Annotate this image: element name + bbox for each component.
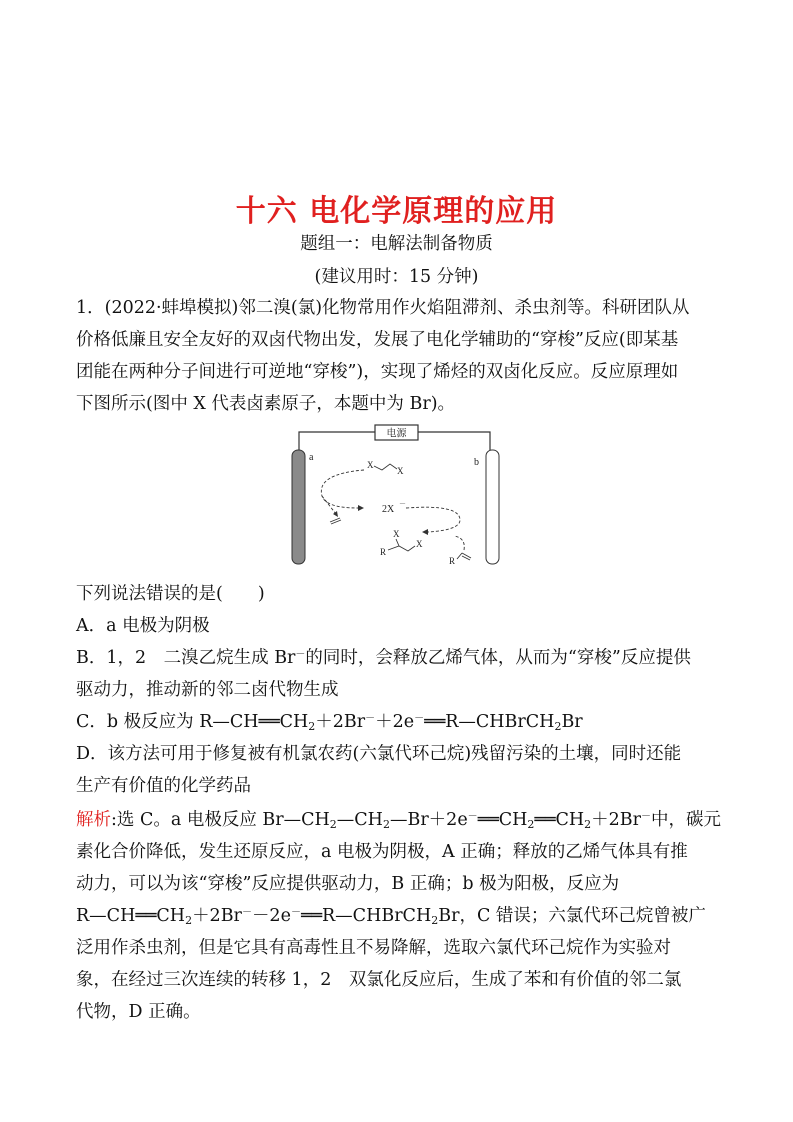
- time-note: (建议用时：15 分钟): [314, 267, 479, 287]
- analysis-line-7: 代物，D 正确。: [76, 1002, 201, 1022]
- shuttle-arrow-2: [406, 507, 460, 532]
- alkene-molecule: [449, 553, 471, 566]
- svg-text:X: X: [393, 529, 400, 539]
- question-line-3: 团能在两种分子间进行可逆地“穿梭”)，实现了烯烃的双卤化反应。反应原理如: [76, 362, 679, 382]
- electrode-b: [486, 450, 499, 564]
- analysis-label: 解析: [76, 810, 111, 830]
- electrode-b-label: b: [474, 457, 479, 468]
- option-b-line-1: B．1，2 二溴乙烷生成 Br－的同时，会释放乙烯气体，从而为“穿梭”反应提供: [76, 648, 691, 668]
- option-a: A．a 电极为阴极: [76, 616, 210, 636]
- option-b-line-2: 驱动力，推动新的邻二卤代物生成: [76, 680, 339, 700]
- power-source-label: 电源: [386, 428, 407, 440]
- svg-text:R: R: [380, 547, 387, 557]
- electrode-a: [292, 450, 305, 564]
- question-line-4: 下图所示(图中 X 代表卤素原子，本题中为 Br)。: [76, 394, 456, 414]
- ethylene-molecule: [330, 518, 341, 524]
- question-line-1: 1．(2022·蚌埠模拟)邻二溴(氯)化物常用作火焰阻滞剂、杀虫剂等。科研团队从: [76, 298, 690, 318]
- svg-text:X: X: [367, 460, 374, 470]
- option-d-line-2: 生产有价值的化学药品: [76, 776, 251, 796]
- analysis-line-3: 动力，可以为该“穿梭”反应提供驱动力，B 正确；b 极为阳极，反应为: [76, 874, 620, 894]
- option-c: C．b 极反应为 $R—CH══CH_2+2Br^-+2e^-══R—CHBrCH_2Br$: [76, 712, 583, 733]
- analysis-line-1: 解析:选 C。a 电极反应 $Br—CH_2—CH_2—Br+2e^-══CH_2══CH_2+2Br^-$中，碳元: [76, 810, 722, 831]
- electrolysis-diagram: [278, 422, 518, 572]
- halide-ion-charge: －: [399, 500, 406, 508]
- page-title: 十六 电化学原理的应用: [235, 194, 558, 229]
- analysis-line-6: 象，在经过三次连续的转移 1，2 双氯化反应后，生成了苯和有价值的邻二氯: [76, 970, 682, 990]
- group-subtitle: 题组一：电解法制备物质: [300, 234, 493, 254]
- analysis-line-5: 泛用作杀虫剂，但是它具有高毒性且不易降解，选取六氯代环己烷作为实验对: [76, 938, 671, 958]
- svg-text:X: X: [397, 466, 404, 476]
- analysis-line-2: 素化合价降低，发生还原反应，a 电极为阴极，A 正确；释放的乙烯气体具有推: [76, 842, 688, 862]
- electrode-a-label: a: [309, 452, 314, 463]
- dihalide-product: [380, 529, 423, 557]
- question-line-2: 价格低廉且安全友好的双卤代物出发，发展了电化学辅助的“穿梭”反应(即某基: [76, 330, 679, 350]
- halide-ion-label: 2X: [382, 504, 395, 515]
- svg-text:X: X: [416, 539, 423, 549]
- analysis-line-4: $R—CH══CH_2+2Br^--2e^-══R—CHBrCH_2Br$，C 错误；六氯代环己烷曾被广: [76, 906, 706, 927]
- option-d-line-1: D．该方法可用于修复被有机氯农药(六氯代环己烷)残留污染的土壤，同时还能: [76, 744, 682, 764]
- question-stem: 下列说法错误的是( ): [76, 584, 265, 604]
- shuttle-arrow-1: [321, 470, 364, 508]
- dihalide-molecule: [367, 460, 404, 476]
- svg-text:R: R: [449, 556, 456, 566]
